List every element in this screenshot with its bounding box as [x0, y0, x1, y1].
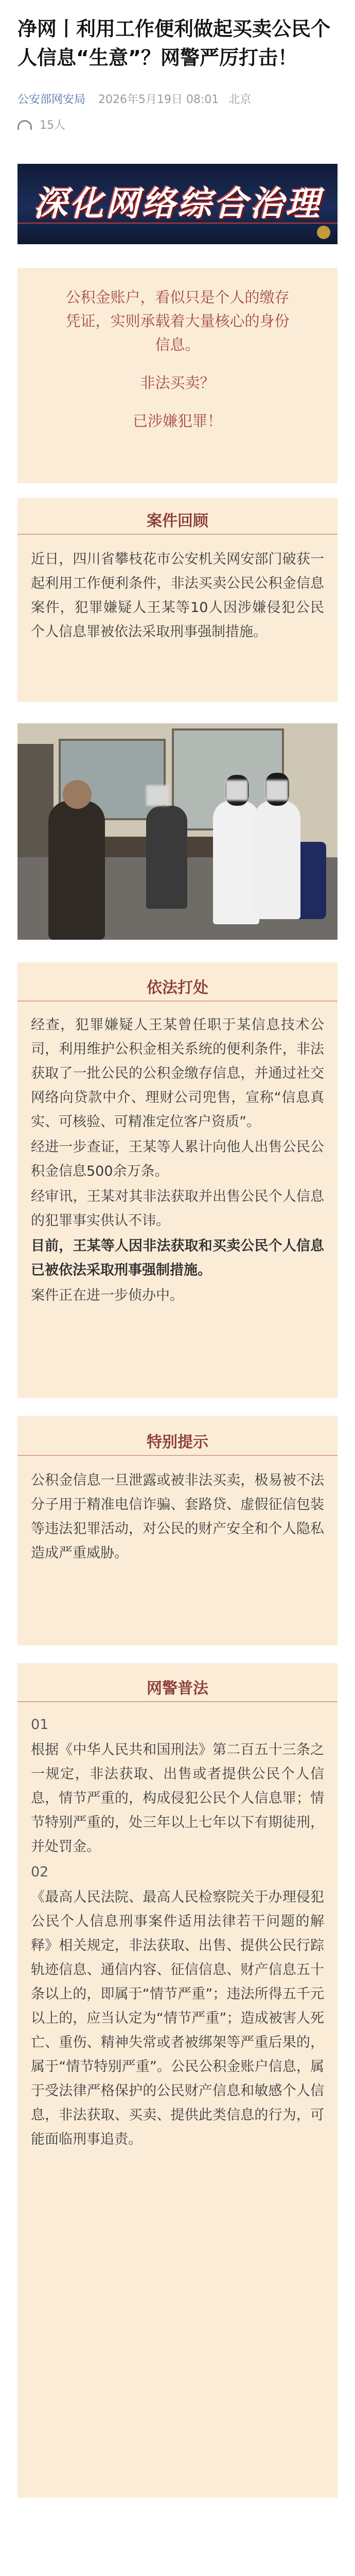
intro-line: 非法买卖？	[140, 374, 215, 392]
intro-line: 已涉嫌犯罪！	[132, 412, 222, 430]
publish-date: 2026年5月19日 08:01	[98, 93, 219, 106]
listen-count-label: 15人	[40, 119, 65, 132]
listen-count[interactable]	[17, 116, 65, 132]
banner-text: 深化网络综合治理	[33, 184, 322, 224]
headphones-icon	[17, 120, 32, 130]
paragraph: 案件正在进一步侦办中。	[31, 1287, 184, 1303]
item-number: 01	[31, 1717, 49, 1733]
police-emblem-icon	[317, 226, 330, 239]
case-photo	[17, 723, 338, 940]
paragraph: 经查，犯罪嫌疑人王某曾任职于某信息技术公司，利用维护公积金相关系统的便利条件，非法获取了一批公民的公积金缴存信息，并通过社交网络向贷款中介、理财公司兜售，宣称“信息真实、可核验、可精准定位客户资质”。	[31, 1017, 324, 1130]
section-divider	[17, 1001, 338, 1002]
section-divider	[17, 1455, 338, 1456]
section-heading: 网警普法	[147, 1680, 208, 1698]
bold-text: 目前，王某等人因非法获取和买卖公民个人信息已被依法采取刑事强制措施。	[31, 1238, 324, 1278]
section-divider	[17, 534, 338, 535]
intro-line: 凭证，实则承载着大量核心的身份	[65, 312, 290, 330]
paragraph: 根据《中华人民共和国刑法》第二百五十三条之一规定，非法获取、出售或者提供公民个人信息，情节严重的，构成侵犯公民个人信息罪；情节特别严重的，处三年以上七年以下有期徒刑，并处罚金。	[31, 1742, 324, 1855]
section-body	[31, 1713, 324, 2153]
section-body	[31, 1013, 324, 1309]
paragraph: 经审讯，王某对其非法获取并出售公民个人信息的犯罪事实供认不讳。	[31, 1189, 324, 1229]
section-heading: 案件回顾	[147, 512, 208, 530]
intro-line: 公积金账户，看似只是个人的缴存	[65, 289, 290, 306]
section-divider	[17, 1701, 338, 1702]
article-title: 净网丨利用工作便利做起买卖公民个人信息“生意”？网警严厉打击！	[17, 18, 331, 69]
intro-panel	[17, 268, 338, 483]
paragraph: 近日，四川省攀枝花市公安机关网安部门破获一起利用工作便利条件，非法买卖公民公积金信息案件，犯罪嫌疑人王某等10人因涉嫌侵犯公民个人信息罪被依法采取刑事强制措施。	[31, 551, 324, 640]
section-body	[31, 547, 324, 645]
section-body	[31, 1468, 324, 1566]
section-heading: 依法打处	[147, 979, 208, 997]
article-meta	[17, 91, 257, 107]
account-name-link[interactable]: 公安部网安局	[17, 93, 86, 106]
section-case-review	[17, 498, 338, 702]
item-number: 02	[31, 1864, 49, 1880]
paragraph: 经进一步查证，王某等人累计向他人出售公民公积金信息500余万条。	[31, 1139, 324, 1179]
intro-line: 信息。	[155, 336, 200, 353]
publish-location: 北京	[228, 93, 252, 106]
paragraph: 公积金信息一旦泄露或被非法买卖，极易被不法分子用于精准电信诈骗、套路贷、虚假征信包装等违法犯罪活动，对公民的财产安全和个人隐私造成严重威胁。	[31, 1472, 324, 1561]
section-enforcement	[17, 962, 338, 1398]
section-special-notice	[17, 1416, 338, 1646]
section-heading: 特别提示	[147, 1433, 208, 1451]
section-legal-education	[17, 1663, 338, 2498]
banner-image	[17, 164, 338, 244]
paragraph: 《最高人民法院、最高人民检察院关于办理侵犯公民个人信息刑事案件适用法律若干问题的解释》相关规定，非法获取、出售、提供公民行踪轨迹信息、通信内容、征信信息、财产信息五十条以上的，即属于“情节严重”；违法所得五千元以上的，应当认定为“情节严重”；造成被害人死亡、重伤、精神失常或者被绑架等严重后果的，属于“情节特别严重”。公民公积金账户信息，属于受法律严格保护的公民财产信息和敏感个人信息，非法获取、买卖、提供此类信息的行为，可能面临刑事追责。	[31, 1889, 324, 2147]
paragraph-bold	[31, 1234, 324, 1282]
